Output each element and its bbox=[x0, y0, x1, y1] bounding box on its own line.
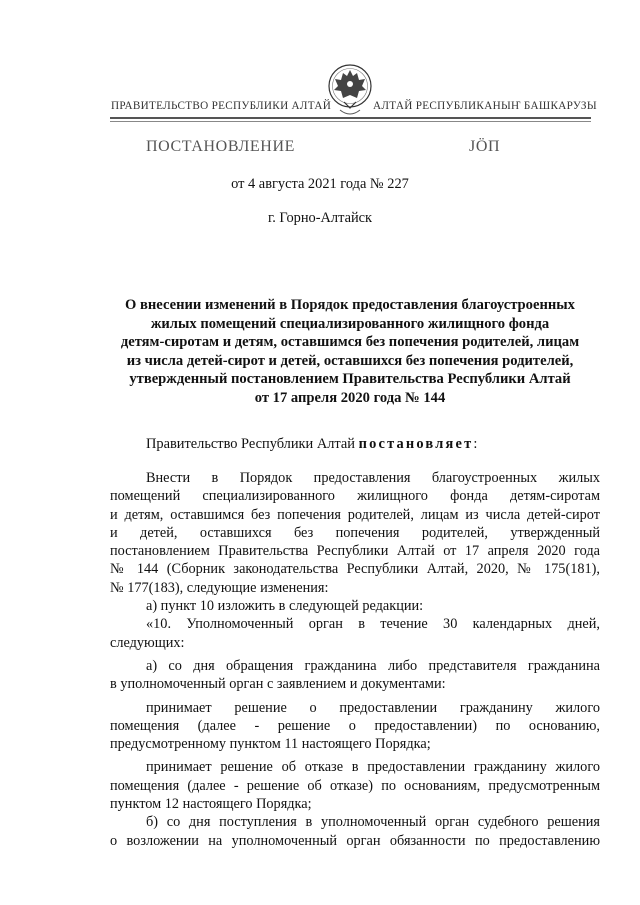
body-line: следующих: bbox=[110, 634, 185, 651]
title-line: утвержденный постановлением Правительства Республики Алтай bbox=[129, 371, 571, 388]
decree-verb: постановляет bbox=[358, 436, 474, 452]
government-name-ru: ПРАВИТЕЛЬСТВО РЕСПУБЛИКИ АЛТАЙ bbox=[111, 100, 332, 112]
government-name-alt: АЛТАЙ РЕСПУБЛИКАНЫҤ БАШКАРУЗЫ bbox=[373, 100, 597, 112]
body-line: пунктом 12 настоящего Порядка; bbox=[110, 796, 312, 813]
body-line: помещений специализированного жилищного фонда детям-сиротам bbox=[110, 488, 600, 505]
body-line: а) со дня обращения гражданина либо представителя гражданина bbox=[146, 657, 600, 674]
doc-type-ru: ПОСТАНОВЛЕНИЕ bbox=[146, 138, 295, 155]
title-line: от 17 апреля 2020 года № 144 bbox=[254, 389, 446, 406]
body-line: № 177(183), следующие изменения: bbox=[110, 579, 329, 596]
title-line: из числа детей-сирот и детей, оставшихся без попечения родителей, bbox=[126, 352, 574, 369]
body-line: Внести в Порядок предоставления благоустроенных жилых bbox=[146, 470, 600, 486]
body-line: в уполномоченный орган с заявлением и документами: bbox=[110, 676, 446, 693]
body-line: принимает решение об отказе в предоставлении гражданину жилого bbox=[146, 759, 600, 776]
decree-colon: : bbox=[473, 436, 478, 452]
body-line: № 144 (Сборник законодательства Республики Алтай, 2020, № 175(181), bbox=[110, 561, 600, 578]
title-line: О внесении изменений в Порядок предоставления благоустроенных bbox=[125, 297, 575, 313]
body-line: «10. Уполномоченный орган в течение 30 календарных дней, bbox=[146, 616, 600, 633]
body-line: и детям, оставшимся без попечения родителей, лицам из числа детей-сирот bbox=[110, 506, 600, 523]
date-line: от 4 августа 2021 года № 227 bbox=[231, 176, 409, 192]
body-line: предусмотренному пунктом 11 настоящего Порядка; bbox=[110, 736, 431, 753]
document-title bbox=[110, 296, 590, 408]
document-body bbox=[110, 469, 600, 850]
city-line: г. Горно-Алтайск bbox=[267, 210, 373, 226]
body-line: принимает решение о предоставлении гражданину жилого bbox=[146, 699, 600, 716]
coat-of-arms-icon bbox=[326, 62, 374, 120]
doc-type-alt: JÖП bbox=[469, 138, 501, 155]
header-rule bbox=[110, 117, 591, 119]
body-line: помещения (далее - решение о предоставлении) по основанию, bbox=[110, 717, 600, 734]
decree-subject: Правительство Республики Алтай bbox=[146, 436, 355, 452]
title-line: жилых помещений специализированного жилищного фонда bbox=[150, 315, 550, 332]
body-line: а) пункт 10 изложить в следующей редакции: bbox=[146, 598, 424, 615]
body-line: и детей, оставшихся без попечения родителей, утвержденный bbox=[110, 524, 600, 541]
body-line: б) со дня поступления в уполномоченный орган судебного решения bbox=[146, 814, 600, 831]
body-line: помещения (далее - решение об отказе) по основаниям, предусмотренным bbox=[110, 777, 600, 794]
title-line: детям-сиротам и детям, оставшимся без попечения родителей, лицам bbox=[120, 334, 580, 351]
body-line: о возложении на уполномоченный орган обязанности по предоставлению bbox=[110, 832, 600, 849]
header-rule-thin bbox=[110, 121, 591, 122]
body-line: постановлением Правительства Республики Алтай от 17 апреля 2020 года bbox=[110, 543, 600, 560]
decree-line bbox=[146, 436, 477, 453]
